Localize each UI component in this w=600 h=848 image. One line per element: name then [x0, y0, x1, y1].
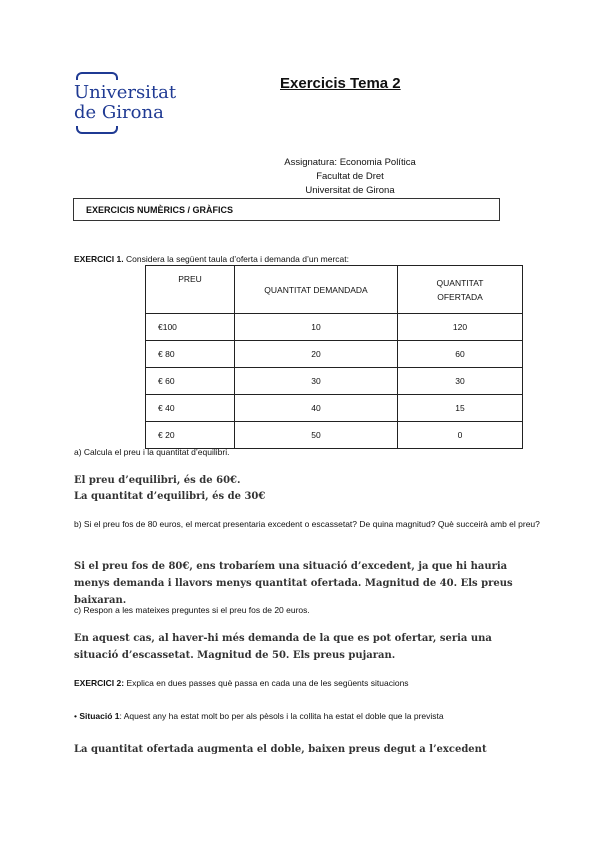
cell: 60	[398, 341, 523, 368]
question-a: a) Calcula el preu i la quantitat d’equilibri.	[74, 447, 230, 457]
table-row	[146, 395, 523, 422]
cell: € 60	[146, 368, 235, 395]
cell: 40	[235, 395, 398, 422]
table-row	[146, 341, 523, 368]
header-cell: QUANTITAT OFERTADA	[398, 266, 523, 314]
logo-text: Universitat	[74, 82, 177, 103]
cell: 120	[398, 314, 523, 341]
answer-a-price: El preu d’equilibri, és de 60€.	[74, 475, 241, 486]
header-cell: QUANTITAT DEMANDADA	[235, 266, 398, 314]
table-row	[146, 314, 523, 341]
faculty-line: Facultat de Dret	[316, 171, 384, 182]
logo-text: de Girona	[74, 102, 164, 123]
cell: 30	[398, 368, 523, 395]
cell: 30	[235, 368, 398, 395]
cell: 50	[235, 422, 398, 449]
university-logo	[74, 72, 176, 134]
table-header-row	[146, 266, 523, 314]
answer-c: En aquest cas, al haver-hi més demanda de la que es pot ofertar, seria una situació d’escassetat. Magnitud de 50. Els preus pujaran.	[74, 633, 492, 661]
supply-demand-table	[145, 265, 523, 449]
subject-line: Assignatura: Economia Política	[284, 157, 416, 168]
subject-info	[250, 156, 450, 198]
cell: 20	[235, 341, 398, 368]
situation-1: • Situació 1: Aquest any ha estat molt bo per als pèsols i la collita ha estat el doble que la prevista	[74, 711, 444, 721]
cell: 15	[398, 395, 523, 422]
header-cell: PREU	[146, 266, 235, 314]
page-title: Exercicis Tema 2	[280, 75, 401, 92]
cell: € 40	[146, 395, 235, 422]
section-header: EXERCICIS NUMÈRICS / GRÀFICS	[73, 198, 500, 221]
answer-b: Si el preu fos de 80€, ens trobaríem una situació d’excedent, ja que hi hauria menys demanda i llavors menys quantitat ofertada. Magnitud de 40. Els preus baixaran.	[74, 561, 513, 606]
answer-situation-1: La quantitat ofertada augmenta el doble, baixen preus degut a l’excedent	[74, 744, 487, 755]
cell: € 80	[146, 341, 235, 368]
table-row	[146, 368, 523, 395]
university-line: Universitat de Girona	[305, 185, 395, 196]
cell: € 20	[146, 422, 235, 449]
exercise-1-heading: EXERCICI 1. Considera la següent taula d’oferta i demanda d’un mercat:	[74, 254, 350, 264]
answer-a-quantity: La quantitat d’equilibri, és de 30€	[74, 491, 266, 502]
exercise-2-heading: EXERCICI 2: Explica en dues passes què passa en cada una de les següents situacions	[74, 678, 409, 688]
cell: €100	[146, 314, 235, 341]
cell: 0	[398, 422, 523, 449]
question-c: c) Respon a les mateixes preguntes si el preu fos de 20 euros.	[74, 605, 310, 615]
question-b: b) Si el preu fos de 80 euros, el mercat presentaria excedent o escassetat? De quina magnitud? Què succeirà amb el preu?	[74, 519, 540, 529]
cell: 10	[235, 314, 398, 341]
table-row	[146, 422, 523, 449]
